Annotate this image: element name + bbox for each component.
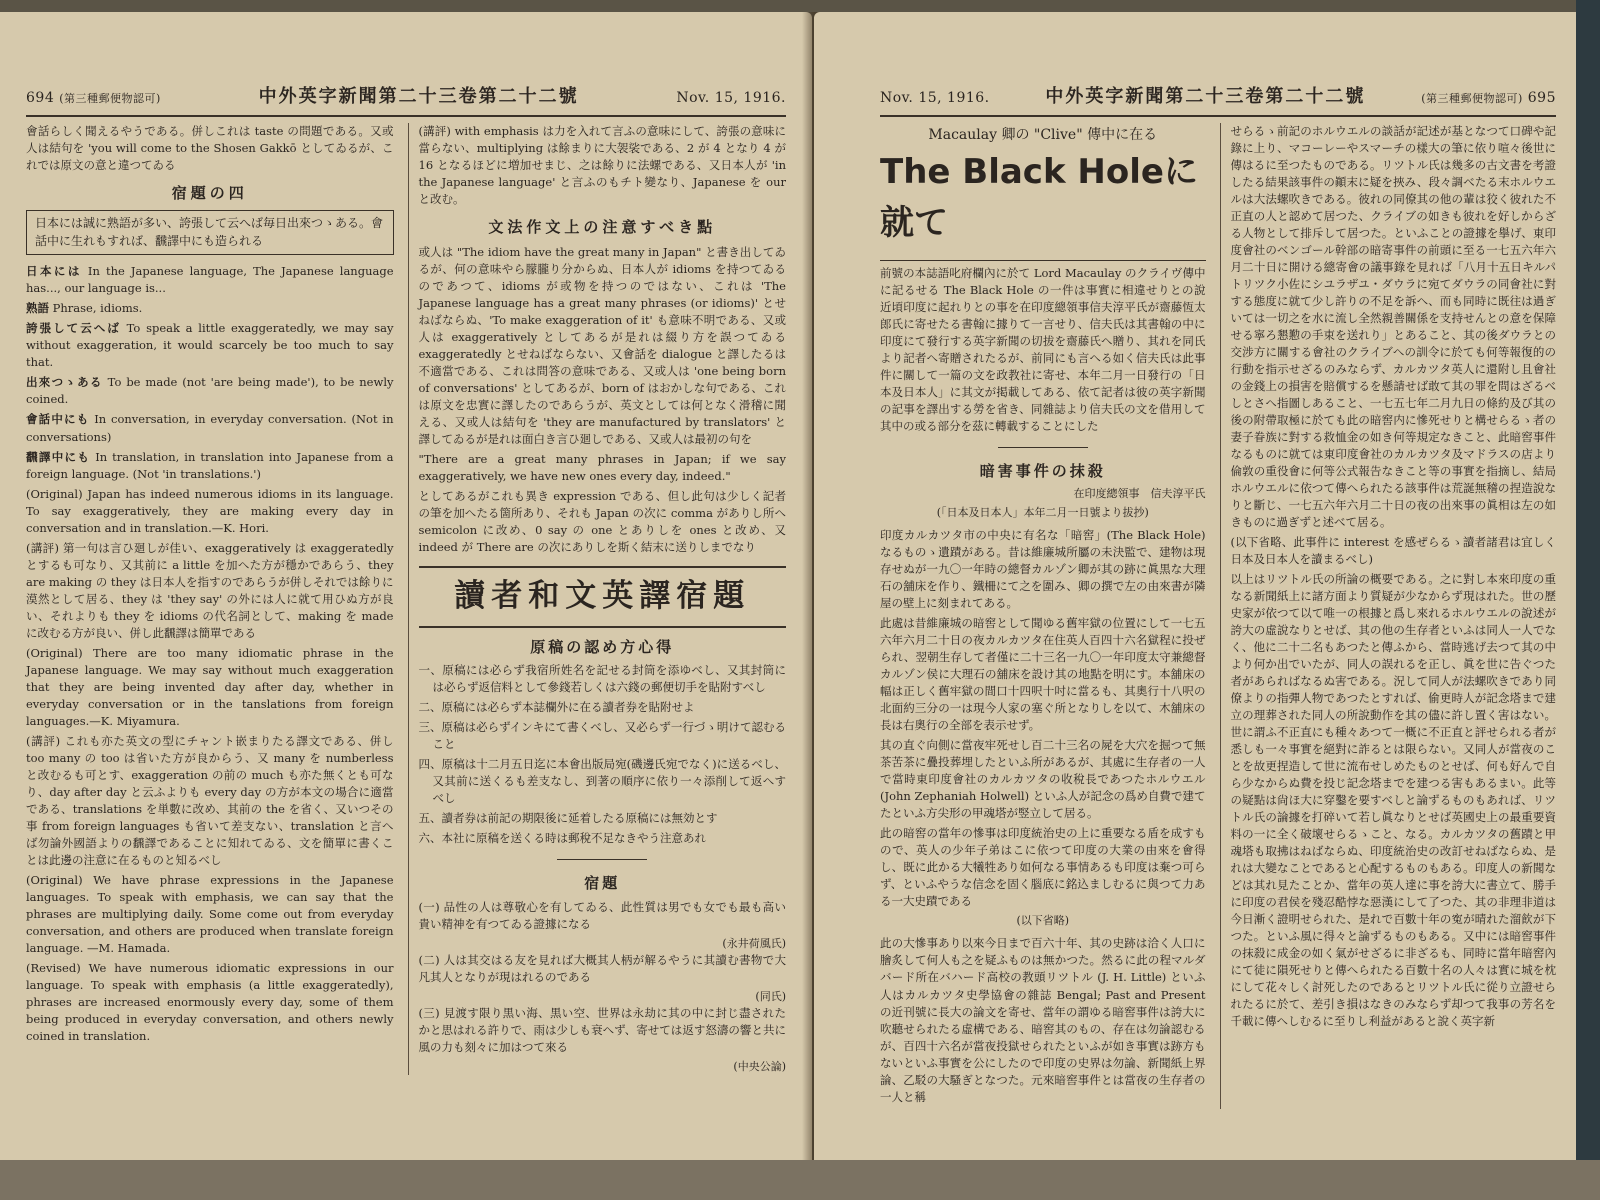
answer-original-1: (Original) Japan has indeed numerous idioms in its language. To say exaggeratively, they are making every day in conversation and in translation.—K. Hori. xyxy=(26,486,394,535)
glossary-definition: To be made (not 'are being made'), to be newly coined. xyxy=(26,375,394,407)
left-page xyxy=(0,12,812,1160)
divider xyxy=(998,447,1088,448)
article-continued-1: せらるゝ前記のホルウエルの談話が記述が基となつて口碑や記錄に上り、マコーレーやスマーチの樣大の筆に依り喧々後世に傳はるに至つたものである。リツトル氏は幾多の古文書を考證したる結果該事件の顚末に疑を挾み、段々調べたる末ホルウエルは大法螺吹きである。彼れの同僚其の他の輩は狡く彼れた不正直の人と認めて居つた、クライブの如きも彼れを好しからざる人物として排斥して居つた。といふことの證據を擧げ、東印度會社のベンゴール幹部の暗寄事件の前頭に至る一七五六年六月二十日に開ける總寄會の議事錄を見れば「八月十五日キルパトリツク小佐にシユラザユ・ダウラに宛てダウラの同會社に對する態度に就て少し許りの不足を訴へ、而も同時に既往は過ぎいては一切之を水に流し全然親善關係を支持せんとの意を保障せる寧ろ懇懃の手束を送れり」とあること、其の後ダウラとの交涉方に關する會社のクライブへの訓令に於ても何等報復的の行動を指示せざるのみならず、カルカツタ英人に還附し且會社の金錢上の損害を賠償するを懸請せば敢て其の罪を問はざるべしとさへ指圖しあること、一七五七年二月九日の條約及び其の後の附帶取極に於ても此の暗窖内に慘死せりと構せらるゝ者の妻子眷族に對する救恤金の如き何等規定なきこと、此暗窖事件なるものに就ては東印度會社のカルカツタ及マドラスの店より倫敦の重役會に何等公式報告なきこと等の事實を指摘し、結局ホルウエルに依つて傳へられたる該事件は荒誕無稽の捏造說なりと斷じ、一七五六年六月二十日の夜の出來事の眞相は左の如きものに過ぎずと述べて居る。 xyxy=(1230,123,1556,529)
rule-item: 四、原稿は十二月五日迄に本會出版局宛(磯邊氏宛でなく)に送るべし、又其前に送くるも差支なし、到著の順序に依り一々添削して返へすべし xyxy=(418,757,786,806)
article-body-2: 此處は昔維廉城の暗窖として聞ゆる舊牢獄の位置にして一七五六年六月二十日の夜カルカツタ在住英人百四十六名獄程に投ぜられ、翌朝生存して者僅に二十三名一九〇一年印度太守兼總督カルゾン侯に大理石の舖床を設け其の地點を明にす。本舖床の幅は正しく舊牢獄の間口十四呎十吋に當るも、其奧行十八呎の北面約三分の一は現今人家の塞ぐ所となりしを以て、木舖床の長は右奧行の全部を表示せず。 xyxy=(880,615,1206,733)
right-page xyxy=(814,12,1576,1160)
article-body-5: 此の大慘事あり以來今日まで百六十年、其の史跡は洽く人口に膾炙して何人も之を疑ふものは無かつた。然るに此の程マルダバード所在バハード高校の教頭リツトル (J. H. Little) といふ人はカルカツタ史學協會の雜誌 Bengal; Past and Present の近刊號に長大の論文を寄せ、當年の謂ゆる暗窖事件は誇大に吹聽せられたる虛構である、暗窖其のもの、存在は勿論認むるが、百四十六名が當夜投獄せられたといふが如き事實は跡方もないといふ事實を公にしたので印度の史界は勿論、新聞紙上界論、乙駁の大騷ぎとなつた。元來暗窖事件とは當夜の生存者の一人と稱 xyxy=(880,936,1206,1104)
section-title: 宿題の四 xyxy=(171,183,248,202)
homework-item: (一) 品性の人は尊敬心を有してゐる、此性質は男でも女でも最も高い貴い精神を有つてゐる證據になる xyxy=(418,899,786,931)
left-column-2 xyxy=(408,123,787,1076)
rule-item: 六、本社に原稿を送くる時は郵稅不足なきやう注意あれ xyxy=(418,831,706,846)
omission-note: (以下省略) xyxy=(1016,914,1070,928)
article-body-4: 此の暗窖の當年の慘事は印度統治史の上に重要なる盾を成すもので、英人の少年子弟はこに依つて印度の大業の由來を會得し、既に此かる大犧牲あり如何なる事情あるも印度は棄つ可らず、といふやうな信念を固く腦底に銘込ましむるに與つて力ある一大史蹟である xyxy=(880,826,1206,909)
quoted-example: "There are a great many phrases in Japan; if we say exaggeratively, we have new ones every day, indeed." xyxy=(418,452,786,484)
homework-item: (三) 見渡す限り黒い海、黒い空、世界は永劫に其の中に封じ盡されたかと思はれる許りで、雨は少しも衰へず、寄せては返す怒濤の響と共に風の力も刻々に加はつて來る xyxy=(418,1006,786,1055)
glossary-term: 熟語 xyxy=(26,301,49,316)
homework-prompt: 日本には誠に熟語が多い、誇張して云へば毎日出來つゝある。會話中に生れもすれば、飜譯中にも造られる xyxy=(26,210,394,256)
divider xyxy=(557,859,647,860)
glossary-definition: To speak a little exaggeratedly, we may say without exaggeration, it would scarcely be too much to say that. xyxy=(26,321,394,370)
article-body-1: 印度カルカツタ市の中央に有名な「暗窖」(The Black Hole) なるものゝ遺蹟がある。昔は維廉城所屬の未決監で、建物は現存せぬが一九〇一年時の總督カルゾン卿が其の跡に眞黒な大理石の舖床を作り、鐵柵にて之を圍み、卿の撰で左の由來書が隣屋の壁上に刻まれてある。 xyxy=(880,527,1206,610)
article-title xyxy=(880,147,1206,248)
glossary-definition: In the Japanese language, The Japanese language has..., our language is... xyxy=(26,264,394,296)
glossary-definition: In conversation, in everyday conversation. (Not in conversations) xyxy=(26,412,394,444)
homework-item: (二) 人は其交はる友を見れば大概其人柄が解るやうに其讀む書物で大凡其人となりが現はれるのである xyxy=(418,952,786,984)
rules-title: 原稿の認め方心得 xyxy=(530,638,675,657)
article-title-en: The Black Hole xyxy=(880,152,1164,193)
glossary-entry xyxy=(26,263,394,297)
answer-revised: (Revised) We have numerous idiomatic expressions in our language. To speak with emphasis (a little exaggeratedly), phrases are increased enormously every day, some of them being produced in everyday conversation, and others newly coined in translation. xyxy=(26,960,394,1044)
page-number: 694 xyxy=(26,90,55,106)
article-header xyxy=(880,125,1206,261)
glossary-term: 出來つゝある xyxy=(26,375,103,390)
critique-1: (講評) 第一句は言ひ廻しが佳い、exaggeratively は exaggeratedly とするも可なり、又其前に a little を加へた方が穩かであらう、they are making の they は日本人を指すのであらうが併しそれでは餘りに漠然として居る、they は 'they say' の外には人に就て用ひぬ方が良い、それよりも they を idioms の代名詞として、making を made に改むる方が良い、併し此飜譯は簡單である xyxy=(26,540,394,640)
left-running-head xyxy=(26,84,786,117)
glossary-definition: Phrase, idioms. xyxy=(49,301,143,316)
postal-permit: (第三種郵便物認可) xyxy=(59,92,161,105)
rule-item: 三、原稿は必らずインキにて書くべし、又必らず一行づゝ明けて認むること xyxy=(418,720,786,752)
right-running-head xyxy=(880,84,1556,117)
homework-source: (同氏) xyxy=(755,989,786,1003)
glossary-term: 日本には xyxy=(26,264,82,279)
rule-item: 五、讀者券は前記の期限後に延着したる原稿には無効とす xyxy=(418,811,718,826)
glossary-term: 飜譯中にも xyxy=(26,449,91,464)
homework-source: (中央公論) xyxy=(733,1060,786,1074)
article-lead: 前號の本誌語叱府欄內に於て Lord Macaulay のクライヴ傳中に記るせる The Black Hole の一件は事實に相違せりとの說近頃印度に起れりとの事を在印度總領事信夫淳平氏が齋藤恆太郎氏に寄せたる書翰に據りて一言せり、信夫氏は其書翰の中に印度にて發行する英字新聞の切拔を齋藤氏へ贈り、其れを同氏より記者へ寄贈されたるが、前同にも言へる如く信夫氏は此事件に關して一篇の文を政教社に寄せ、本年二月一日發行の「日本及日本人」に其文が掲載してある、依て記者は彼の英字新聞の記事を譯出する勞を省き、同雜誌より信夫氏の文を借用して其中の或る部分を茲に轉載することにした xyxy=(880,265,1206,434)
glossary-entry xyxy=(26,320,394,371)
glossary-entry xyxy=(26,300,394,317)
glossary-definition: In translation, in translation into Japanese from a foreign language. (Not 'in translations.') xyxy=(26,449,394,481)
homework-source: (永井荷風氏) xyxy=(722,936,786,950)
critique-2: (講評) これも亦た英文の型にチャント嵌まりたる譯文である、併し too many の too は省いた方が良からう、又 many を numberless と改むるも可とす、exaggeration の前の much も亦た無くとも可なり、day after day と云ふよりも every day の方が本文の場合に適當である、translations を単數に改め、其前の the を省く、又いつその事 from foreign languages も省いて差支ない、translation と言へば勿論外國語よりの飜譯であることに知れてゐる、文を簡單に書くことは此邊の注意に在るものと知るべし xyxy=(26,733,394,867)
article-continued-2: 以上はリツトル氏の所論の概要である。之に對し本來印度の重なる新聞紙上に諸方面より質疑が少なからず現はれた。世の歷史家が依つて以て唯一の根據と爲し來れるホルウエルの說述が誇大の虛說なりとせば、其の他の生存者といふは同人一人でなく、他に二十二名もあつたと傳ふから、當時逃げ去つて其の中より何か出でいたが、同人の誤れるを正し、眞を世に告ぐつた者があらればなるぬ害である。況して同人が法螺吹きであり同僚よりの指彈人物であつたとすれば、偷更時人が記念塔まで建立の理葬された同人の所說動作を其の儘に許し置く害はない。世に謂ふ不正直にも種々あつて一概に不正直と評せられる者が悉しも一々事實を絕對に詐るとは限らない。又同人が當夜のことを故更捏造して世に流布せしめたものとせば、何も好んで自ら少なからぬ費を投じ記念塔までを建つる害もあるまい。此等の疑點は尙ほ大に穿鑿を要すべしと論ずるものもあれば、リツトル氏の論據を打碎いて若し眞なりとせば英國史上の最重要資料の一に全く破壞せらるゝこと、なる。カルカツタの舊蹟と甲魂塔も取拂はねばならぬ、印度統治史の改訂せねばならぬ、是れは大變なことであると心配するものもある。印度人の新聞などは其れ見たことか、當年の英人達に事を誇大に書立て、勝手に印度の君侯を殘忍酷悖な惡漢にして了つた、其の非理非道は今日漸く證明せられた、是れで百數十年の寃が晴れた溜飮が下つた。といふ風に得々と論ずるものもある。又中には暗窖事件の抹殺に成金の如く氣がせざるに非ざるも、同時に當年暗窖內にて徒に隕死せりと傳へられたる百數十名の人々は實に城を枕にして花々しく討死したのであるとリツトル氏に從り立證せられたるに於て、差引き損はなきのみならず却つて我事の芳名を千載に傳へしむるに至りし利益があると說く英字新 xyxy=(1230,572,1556,1029)
answer-original-2: (Original) There are too many idiomatic phrase in the Japanese language. We may say without much exaggeration that they are being invented day after day, whether in everyday conversation or in the tanslations from foreign languages.—K. Miyamura. xyxy=(26,645,394,728)
postal-permit: (第三種郵便物認可) xyxy=(1421,92,1523,105)
homework-title: 宿題 xyxy=(584,874,621,893)
answer-original-3: (Original) We have phrase expressions in the Japanese languages. To speak with emphasis, we can say that the phrases are multiplying daily. Some come out from everyday conversation, and others are produced when translate foreign language. —M. Hamada. xyxy=(26,872,394,955)
book-cover-edge xyxy=(1576,0,1600,1200)
article-body-3: 其の直ぐ向側に當夜牢死せし百二十三名の屍を大穴を掘つて無茶苦茶に疊投葬埋したといふ所があるが、其處に生存者の一人で當時東印度會社のカルカツタの收稅長であつたホルウエル (John Zephaniah Holwell) といふ人が記念の爲め自費で建てたといふ方尖形の甲魂塔が竪立して居る。 xyxy=(880,738,1206,821)
reader-note: (以下省略、此事件に interest を感ぜらるゝ讀者諸君は宜しく日本及日本人を讀まるべし) xyxy=(1230,535,1556,567)
glossary-term: 會話中にも xyxy=(26,412,90,427)
journal-title: 中外英字新聞第二十三卷第二十二號 xyxy=(1045,86,1366,107)
glossary-entry xyxy=(26,411,394,445)
source-note: (「日本及日本人」本年二月一日號より拔抄) xyxy=(936,505,1149,519)
glossary-entry xyxy=(26,449,394,483)
intro-paragraph: 會話らしく聞えるやうである。併しこれは taste の問題である。又或人は結句を 'you will come to the Shosen Gakkō としてゐるが、これでは原文の意と違つてゐる xyxy=(26,123,394,172)
glossary xyxy=(26,263,394,482)
homework-list xyxy=(419,899,787,1076)
submission-rules xyxy=(419,662,787,847)
grammar-note-2: としてあるがこれも異き expression である、但し此句は少しく記者の筆を加へたる箇所あり、それも Japan の次に comma がありし所へ semicolon に改め、0 say の one とありしを ones と改め、又 indeed が There are の次にありしを斯く結末に送りしまでなり xyxy=(418,489,786,555)
journal-title: 中外英字新聞第二十三卷第二十二號 xyxy=(258,86,579,107)
left-columns xyxy=(26,123,786,1076)
grammar-note: 或人は "The idiom have the great many in Japan" と書き出してゐるが、何の意味やら朦朧り分からぬ、日本人が idioms を持つてゐるのであつて、idioms が或物を持つのではない、これは 'The Japanese language has a great many phrases (or idioms)' とせねばならぬ、'To make exaggeration of it' も意味不明である、又或人は exaggeratively としてあるが是れは綴り方を誤つてゐる exaggeratedly とせねばならない、又會話を dialogue と譯したるは不適當である、これは問答の意味である、又或人は 'one being born of conversations' としてあるが、born of はおかしな句である、これは原文を忠實に譯したのであらうが、英文としては何となく滑稽に聞える、又或人は結句を 'they are manufactured by translators' と譯してゐるが是れは面白き言ひ廻しである、又或人は最初の句を xyxy=(418,244,786,447)
page-number: 695 xyxy=(1527,90,1556,106)
sub-article-title: 暗害事件の抹殺 xyxy=(979,462,1106,481)
article-superhead: Macaulay 卿の "Clive" 傳中に在る xyxy=(928,126,1158,143)
rule-item: 二、原稿には必らず本誌欄外に在る讀者券を貼附せよ xyxy=(418,700,695,715)
byline: 在印度總領事 信夫淳平氏 xyxy=(1073,487,1206,501)
issue-date: Nov. 15, 1916. xyxy=(880,90,990,106)
grammar-section-title: 文法作文上の注意すべき點 xyxy=(488,217,717,236)
glossary-entry xyxy=(26,374,394,408)
article-title-jp: に就て xyxy=(880,152,1198,243)
table-surface xyxy=(0,1160,1600,1200)
right-columns xyxy=(880,123,1556,1109)
right-column-1 xyxy=(880,123,1206,1109)
left-column-1 xyxy=(26,123,394,1076)
rule-item: 一、原稿には必らず我宿所姓名を記せる封筒を添ゆべし、又其封筒には必らず返信料として參錢若しくは六錢の郵便切手を貼附すべし xyxy=(418,663,786,695)
right-column-2 xyxy=(1220,123,1557,1109)
issue-date: Nov. 15, 1916. xyxy=(676,90,786,106)
critique-3: (講評) with emphasis は力を入れて言ふの意味にして、誇張の意味に當らない、multiplying は餘まりに大袈裟である、2 が 4 となり 4 が 16 となるほどに増加せまじ、之は餘りに法螺である、又日本人が 'in the Japanese language' と言ふのもチト變なり、Japanese を our と改む。 xyxy=(418,123,786,206)
feature-title: 讀者和文英譯宿題 xyxy=(419,566,787,628)
glossary-term: 誇張して云へば xyxy=(26,321,121,336)
